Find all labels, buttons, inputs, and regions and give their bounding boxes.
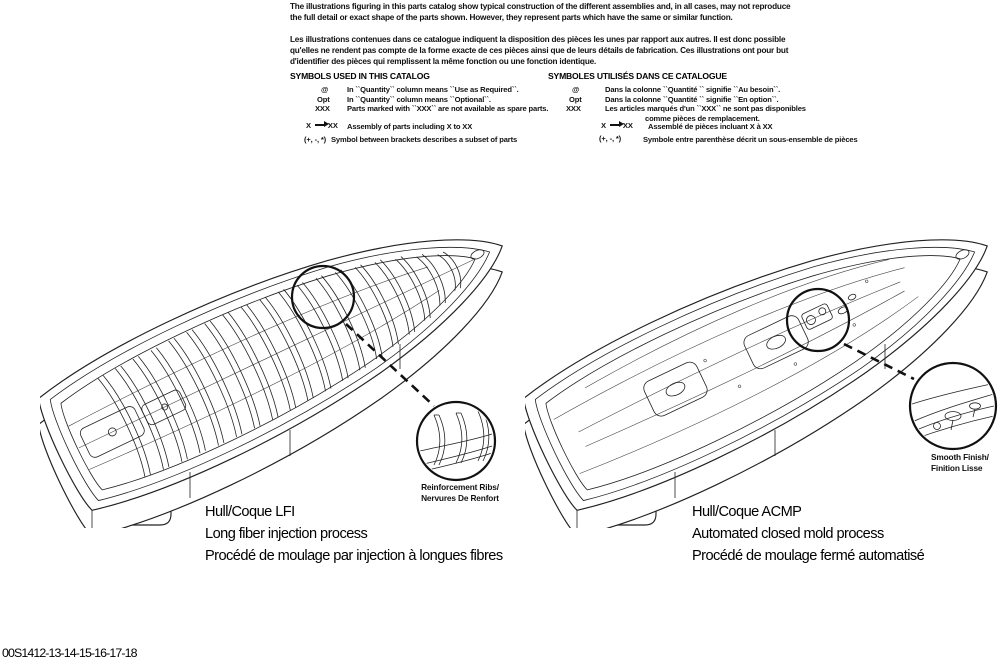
symbol-opt-desc-en: In ``Quantity`` column means ``Optional``. (347, 94, 491, 104)
symbol-assembly-desc-en: Assembly of parts including X to XX (347, 121, 473, 131)
hull-lfi-process-en: Long fiber injection process (205, 526, 368, 542)
intro-en-line-2: the full detail or exact shape of the parts shown. However, they represent parts which have the same or similar function. (290, 12, 733, 22)
callout-smooth-finish (931, 452, 989, 473)
assembly-to-label: XX (327, 120, 338, 130)
document-code: 00S1412-13-14-15-16-17-18 (2, 646, 137, 660)
intro-fr-line-3: d'identifier des pièces qui remplissent la même fonction ou une fonction identique. (290, 56, 597, 66)
assembly-from-label: X (601, 120, 606, 130)
symbols-fr-heading: SYMBOLES UTILISÉS DANS CE CATALOGUE (548, 71, 727, 81)
symbol-assembly-desc-fr: Assemblé de pièces incluant X à XX (648, 121, 773, 131)
hull-acmp-title: Hull/Coque ACMP (692, 504, 802, 520)
hull-lfi-illustration (40, 183, 520, 528)
symbol-at-fr: @ (572, 85, 580, 94)
intro-fr-line-2: qu'elles ne rendent pas compte de la forme exacte de ces pièces ainsi que de leurs détails de fabrication. Ces illustrations ont pour but (290, 45, 789, 55)
callout-line: Finition Lisse (931, 462, 983, 473)
symbol-xxx-en: XXX (315, 104, 330, 114)
symbol-subset-desc-fr: Symbole entre parenthèse décrit un sous-ensemble de pièces (643, 134, 858, 144)
caption-hull-lfi (205, 501, 503, 567)
assembly-arrow-icon (315, 124, 324, 126)
hull-body (525, 183, 1000, 525)
symbol-at-desc-en: In ``Quantity`` column means ``Use as Required``. (347, 85, 519, 94)
magnifier-finish-detail (910, 363, 996, 449)
symbol-assembly-fr (601, 121, 633, 130)
magnifier-rib-detail (417, 402, 495, 480)
symbol-xxx-desc-fr-cont: comme pièces de remplacement. (645, 113, 760, 123)
callout-line: Smooth Finish/ (931, 452, 989, 462)
assembly-to-label: XX (622, 120, 633, 130)
symbol-at-en: @ (321, 85, 329, 94)
intro-fr-line-1: Les illustrations contenues dans ce catalogue indiquent la disposition des pièces les unes par rapport aux autres. Il est donc possible (290, 35, 786, 44)
symbols-en-heading: SYMBOLS USED IN THIS CATALOG (290, 71, 430, 81)
symbol-xxx-fr: XXX (566, 104, 581, 114)
callout-line: Reinforcement Ribs/ (421, 482, 499, 492)
hull-lfi-title: Hull/Coque LFI (205, 504, 295, 520)
intro-paragraph-fr (290, 35, 810, 68)
assembly-arrow-icon (610, 124, 619, 126)
symbol-assembly-en (306, 121, 338, 130)
symbol-subset-fr: (+, -, *) (599, 134, 622, 143)
intro-paragraph-en (290, 2, 810, 24)
caption-hull-acmp (692, 501, 924, 567)
symbol-xxx-desc-fr: Les articles marqués d'un ``XXX`` ne sont pas disponibles (605, 104, 806, 114)
callout-line: Nervures De Renfort (421, 492, 499, 503)
symbol-xxx-desc-en: Parts marked with ``XXX`` are not available as spare parts. (347, 104, 549, 114)
symbol-opt-desc-fr: Dans la colonne ``Quantité `` signifie ``En option``. (605, 94, 779, 104)
callout-reinforcement-ribs (396, 482, 524, 503)
symbol-at-desc-fr: Dans la colonne ``Quantité `` signifie ``Au besoin``. (605, 85, 781, 94)
hull-acmp-process-fr: Procédé de moulage fermé automatisé (692, 548, 925, 564)
symbol-opt-en: Opt (317, 94, 330, 104)
assembly-from-label: X (306, 120, 311, 130)
hull-acmp-illustration (525, 183, 1000, 528)
symbol-subset-en: (+, -, *) (304, 134, 327, 144)
symbol-opt-fr: Opt (569, 94, 582, 104)
hull-acmp-process-en: Automated closed mold process (692, 526, 884, 542)
symbol-subset-desc-en: Symbol between brackets describes a subset of parts (331, 135, 518, 144)
intro-en-line-1: The illustrations figuring in this parts catalog show typical construction of the different assemblies and, in all cases, may not reproduce (290, 2, 791, 11)
hull-lfi-process-fr: Procédé de moulage par injection à longues fibres (205, 548, 503, 564)
